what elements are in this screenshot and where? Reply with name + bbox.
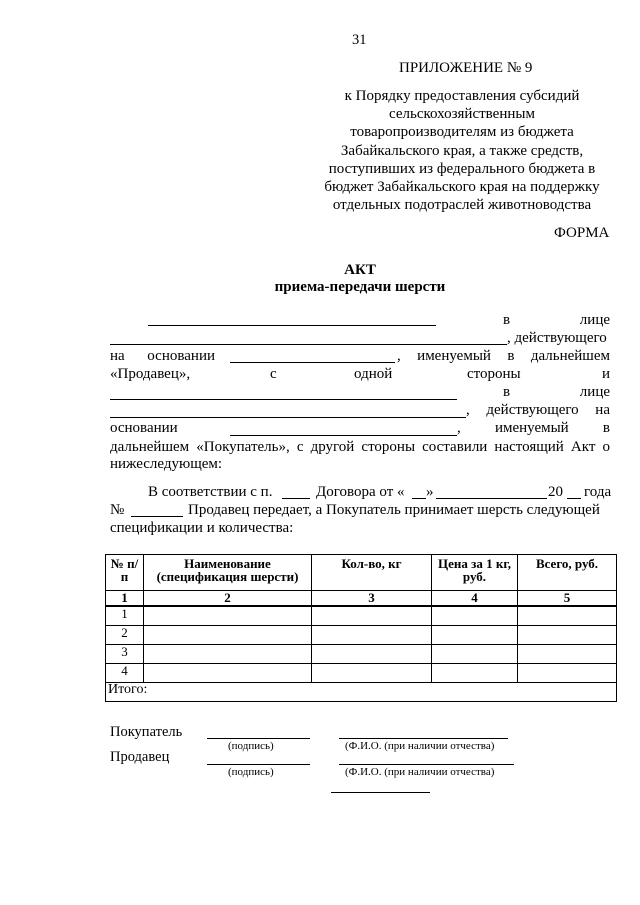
table-cell[interactable] (312, 606, 432, 626)
appendix-line: к Порядку предоставления субсидий (344, 88, 580, 104)
table-header-row (106, 555, 617, 591)
blank-line[interactable] (230, 362, 395, 363)
footer-line (331, 792, 430, 793)
appendix-line: сельскохозяйственным (389, 106, 535, 123)
body-text-fragment: стороны (467, 366, 521, 382)
body-text-fragment: в лице (503, 384, 610, 400)
table-cell[interactable] (144, 606, 312, 626)
buyer-signature-line[interactable] (207, 738, 310, 739)
table-cell[interactable] (432, 645, 518, 664)
body-text-fragment: » (426, 484, 434, 500)
body-line: дальнейшем «Покупатель», с другой стороны составили настоящий Акт о (110, 439, 610, 455)
body-text-fragment: , именуемый в дальнейшем (397, 348, 610, 364)
table-cell[interactable] (518, 606, 617, 626)
act-title: АКТ (344, 262, 376, 278)
buyer-label: Покупатель (110, 724, 183, 740)
blank-line[interactable] (436, 498, 547, 499)
blank-line[interactable] (148, 325, 436, 326)
table-cell[interactable] (312, 626, 432, 645)
total-row (106, 683, 617, 702)
seller-name-line[interactable] (339, 764, 514, 765)
table-cell[interactable] (312, 645, 432, 664)
form-label: ФОРМА (554, 225, 610, 241)
table-cell[interactable] (144, 645, 312, 664)
appendix-line: отдельных подотраслей животноводства (332, 197, 592, 214)
table-cell[interactable] (518, 664, 617, 683)
body-text-fragment: , именуемый в (457, 420, 610, 436)
column-number: 3 (312, 591, 432, 607)
row-number: 2 (106, 626, 144, 645)
header-number: № п/п (106, 555, 144, 591)
body-text-fragment: на основании (110, 348, 215, 364)
row-number: 1 (106, 606, 144, 626)
table-row (106, 606, 617, 626)
table-cell[interactable] (144, 664, 312, 683)
body-text-fragment: и (602, 366, 611, 382)
blank-line[interactable] (412, 498, 426, 499)
body-text-fragment: нижеследующем: (110, 456, 223, 472)
table-cell[interactable] (312, 664, 432, 683)
blank-line[interactable] (567, 498, 581, 499)
body-text-fragment: Договора от « (316, 484, 405, 500)
blank-line[interactable] (282, 498, 310, 499)
name-caption: (Ф.И.О. (при наличии отчества) (345, 766, 495, 778)
table-row (106, 626, 617, 645)
row-number: 3 (106, 645, 144, 664)
table-row (106, 664, 617, 683)
header-price: Цена за 1 кг, руб. (432, 555, 518, 591)
signature-caption: (подпись) (228, 766, 274, 778)
appendix-line: поступивших из федерального бюджета в (328, 160, 596, 177)
body-text-fragment: одной (354, 366, 393, 382)
column-number: 1 (106, 591, 144, 607)
table-cell[interactable] (518, 645, 617, 664)
table-cell[interactable] (518, 626, 617, 645)
table-row (106, 645, 617, 664)
body-text-fragment: № (110, 502, 125, 518)
column-number: 4 (432, 591, 518, 607)
column-number: 5 (518, 591, 617, 607)
column-number: 2 (144, 591, 312, 607)
body-text-fragment: года (584, 484, 612, 500)
body-text-fragment: В соответствии с п. (148, 484, 273, 500)
header-name: Наименование (спецификация шерсти) (144, 555, 312, 591)
appendix-line: Забайкальского края, а также средств, (340, 142, 584, 159)
body-text (503, 384, 610, 401)
table-cell[interactable] (432, 606, 518, 626)
blank-line[interactable] (131, 516, 183, 517)
row-number: 4 (106, 664, 144, 683)
page-number: 31 (352, 32, 367, 48)
body-text-fragment: спецификации и количества: (110, 520, 294, 536)
act-subtitle: приема-передачи шерсти (274, 279, 446, 295)
appendix-line: бюджет Забайкальского края на поддержку (324, 179, 600, 196)
table-cell[interactable] (432, 664, 518, 683)
body-text-fragment: с (270, 366, 277, 382)
body-text-fragment: 20 (548, 484, 563, 500)
table-cell[interactable] (432, 626, 518, 645)
body-text-fragment: Продавец передает, а Покупатель принимает шерсть следующей (188, 502, 600, 518)
seller-label: Продавец (110, 749, 170, 765)
body-text-fragment: в лице (503, 312, 610, 328)
appendix-line: товаропроизводителям из бюджета (350, 124, 574, 141)
header-total: Всего, руб. (518, 555, 617, 591)
buyer-name-line[interactable] (339, 738, 508, 739)
blank-line[interactable] (110, 344, 507, 345)
header-quantity: Кол-во, кг (312, 555, 432, 591)
signature-caption: (подпись) (228, 740, 274, 752)
body-text-fragment: , действующего на (466, 402, 610, 418)
body-text-fragment: основании (110, 420, 178, 436)
body-text-fragment: «Продавец», (110, 366, 191, 382)
body-text (457, 420, 610, 437)
blank-line[interactable] (110, 399, 457, 400)
body-text-fragment: , действующего (507, 330, 607, 346)
total-label: Итого: (106, 683, 617, 702)
body-text (503, 312, 610, 329)
name-caption: (Ф.И.О. (при наличии отчества) (345, 740, 495, 752)
specification-table (105, 554, 617, 702)
appendix-title: ПРИЛОЖЕНИЕ № 9 (399, 60, 533, 76)
appendix-text (317, 87, 607, 214)
column-number-row (106, 591, 617, 607)
blank-line[interactable] (230, 435, 457, 436)
body-text (466, 402, 610, 419)
seller-signature-line[interactable] (207, 764, 310, 765)
table-cell[interactable] (144, 626, 312, 645)
blank-line[interactable] (110, 417, 466, 418)
